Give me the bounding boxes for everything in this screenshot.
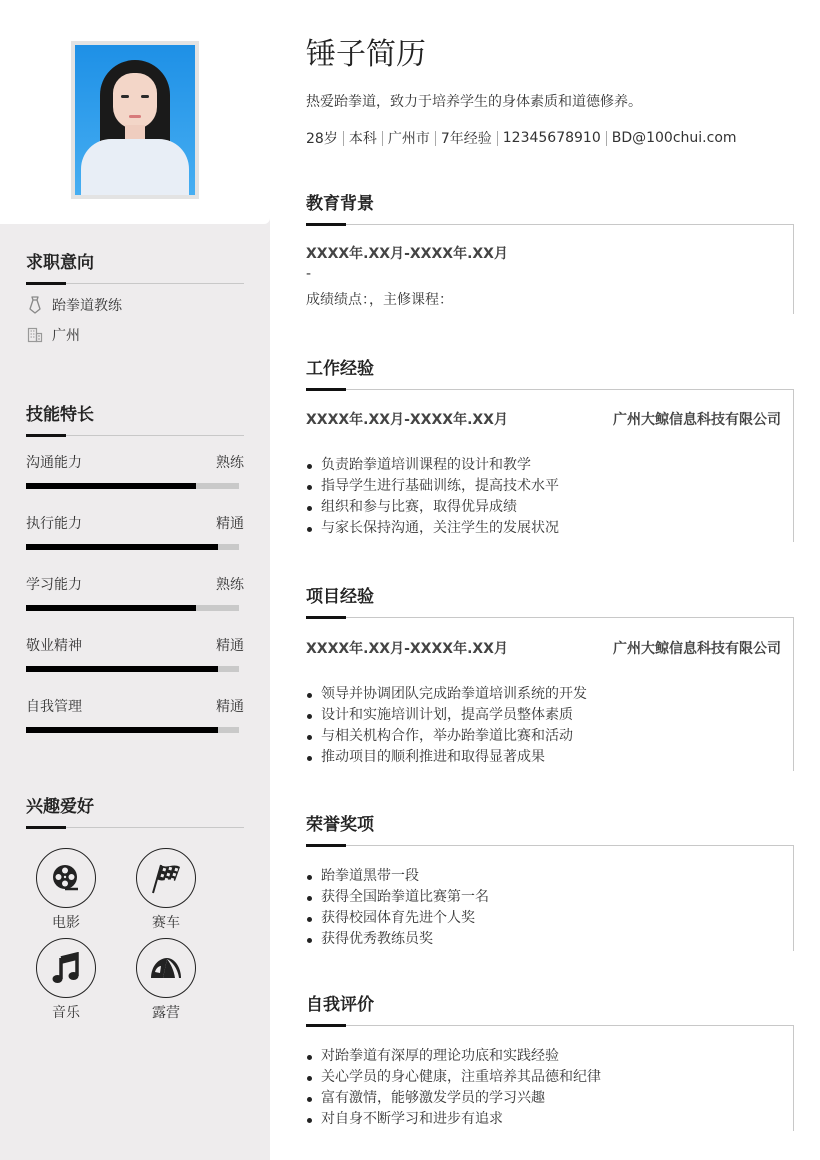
tent-icon (136, 938, 196, 998)
project-company: 广州大鲸信息科技有限公司 (613, 641, 781, 657)
tie-icon (26, 296, 44, 314)
education-detail: 成绩绩点：，主修课程： (306, 292, 453, 308)
hobbies-section (26, 794, 244, 1022)
education-section (306, 191, 794, 314)
section-box (306, 389, 794, 542)
work-period: XXXX年.XX月-XXXX年.XX月 (306, 412, 508, 428)
info-city: 广州市 (387, 131, 430, 147)
work-company: 广州大鲸信息科技有限公司 (613, 412, 781, 428)
skills-section (26, 402, 244, 733)
motto: 热爱跆拳道，致力于培养学生的身体素质和道德修养。 (306, 94, 642, 110)
section-title: 项目经验 (306, 587, 374, 607)
honor-bullet: 跆拳道黑带一段 (306, 866, 781, 887)
skill-progress-bar (26, 544, 239, 550)
hobby-music (36, 938, 136, 1022)
skill-level: 精通 (216, 699, 244, 715)
section-title: 自我评价 (306, 995, 374, 1015)
section-title: 工作经验 (306, 359, 374, 379)
skill-name: 学习能力 (26, 577, 82, 593)
music-note-icon (36, 938, 96, 998)
skill-progress-bar (26, 727, 239, 733)
work-bullet: 指导学生进行基础训练，提高技术水平 (306, 476, 781, 497)
self-eval-bullet: 富有激情，能够激发学员的学习兴趣 (306, 1088, 781, 1109)
self-eval-bullet: 对自身不断学习和进步有追求 (306, 1109, 781, 1130)
hobby-label: 赛车 (152, 915, 180, 931)
hobby-label: 音乐 (52, 1005, 80, 1021)
intent-position (26, 294, 244, 316)
info-age: 28岁 (306, 131, 338, 147)
sidebar (0, 0, 270, 1160)
hobby-racing (136, 848, 236, 932)
section-accent (306, 1024, 346, 1027)
skill-level: 精通 (216, 638, 244, 654)
skill-name: 沟通能力 (26, 455, 82, 471)
self-evaluation-section (306, 992, 794, 1131)
work-bullet: 组织和参与比赛，取得优异成绩 (306, 497, 781, 518)
photo-card (0, 0, 270, 224)
skill-progress-bar (26, 605, 239, 611)
education-period: XXXX年.XX月-XXXX年.XX月 (306, 246, 508, 262)
honor-bullet: 获得校园体育先进个人奖 (306, 908, 781, 929)
hobby-label: 电影 (52, 915, 80, 931)
intent-position-label: 跆拳道教练 (52, 298, 122, 314)
skill-progress-bar (26, 483, 239, 489)
honor-bullet: 获得优秀教练员奖 (306, 929, 781, 950)
personal-info (306, 128, 737, 148)
section-divider (26, 434, 244, 436)
info-experience: 7年经验 (440, 131, 492, 147)
info-email: BD@100chui.com (611, 130, 737, 146)
section-box (306, 617, 794, 771)
skill-item (26, 635, 244, 672)
profile-photo (71, 41, 199, 199)
skill-item (26, 452, 244, 489)
checkered-flag-icon (136, 848, 196, 908)
section-title: 技能特长 (26, 405, 94, 425)
honor-bullet: 获得全国跆拳道比赛第一名 (306, 887, 781, 908)
work-bullet: 与家长保持沟通，关注学生的发展状况 (306, 518, 781, 539)
section-title: 兴趣爱好 (26, 797, 94, 817)
project-period: XXXX年.XX月-XXXX年.XX月 (306, 641, 508, 657)
section-box (306, 1025, 794, 1131)
job-intent-section (26, 250, 244, 346)
resume-title: 锤子简历 (306, 37, 426, 72)
project-bullet: 设计和实施培训计划，提高学员整体素质 (306, 705, 781, 726)
section-box (306, 845, 794, 951)
self-eval-bullet: 对跆拳道有深厚的理论功底和实践经验 (306, 1046, 781, 1067)
film-reel-icon (36, 848, 96, 908)
skill-name: 敬业精神 (26, 638, 82, 654)
hobby-camping (136, 938, 236, 1022)
education-degree: - (306, 266, 312, 282)
section-box (306, 224, 794, 314)
section-title: 荣誉奖项 (306, 815, 374, 835)
self-eval-bullet: 关心学员的身心健康，注重培养其品德和纪律 (306, 1067, 781, 1088)
section-accent (306, 844, 346, 847)
building-icon (26, 326, 44, 344)
skill-progress-bar (26, 666, 239, 672)
intent-city (26, 324, 244, 346)
skill-level: 熟练 (216, 455, 244, 471)
section-divider (26, 282, 244, 284)
section-accent (306, 616, 346, 619)
skill-item (26, 513, 244, 550)
project-bullet: 与相关机构合作，举办跆拳道比赛和活动 (306, 726, 781, 747)
info-phone: 12345678910 (502, 130, 601, 146)
intent-city-label: 广州 (52, 328, 80, 344)
section-title: 求职意向 (26, 253, 94, 273)
work-bullet: 负责跆拳道培训课程的设计和教学 (306, 455, 781, 476)
project-bullet: 领导并协调团队完成跆拳道培训系统的开发 (306, 684, 781, 705)
work-section (306, 356, 794, 542)
honors-section (306, 812, 794, 951)
project-bullet: 推动项目的顺利推进和取得显著成果 (306, 747, 781, 768)
section-accent (306, 223, 346, 226)
skill-name: 执行能力 (26, 516, 82, 532)
skill-item (26, 696, 244, 733)
skill-level: 精通 (216, 516, 244, 532)
hobby-movie (36, 848, 136, 932)
skill-item (26, 574, 244, 611)
skill-level: 熟练 (216, 577, 244, 593)
section-title: 教育背景 (306, 194, 374, 214)
section-accent (306, 388, 346, 391)
hobby-label: 露营 (152, 1005, 180, 1021)
project-section (306, 584, 794, 771)
section-divider (26, 826, 244, 828)
info-degree: 本科 (348, 131, 377, 147)
skill-name: 自我管理 (26, 699, 82, 715)
